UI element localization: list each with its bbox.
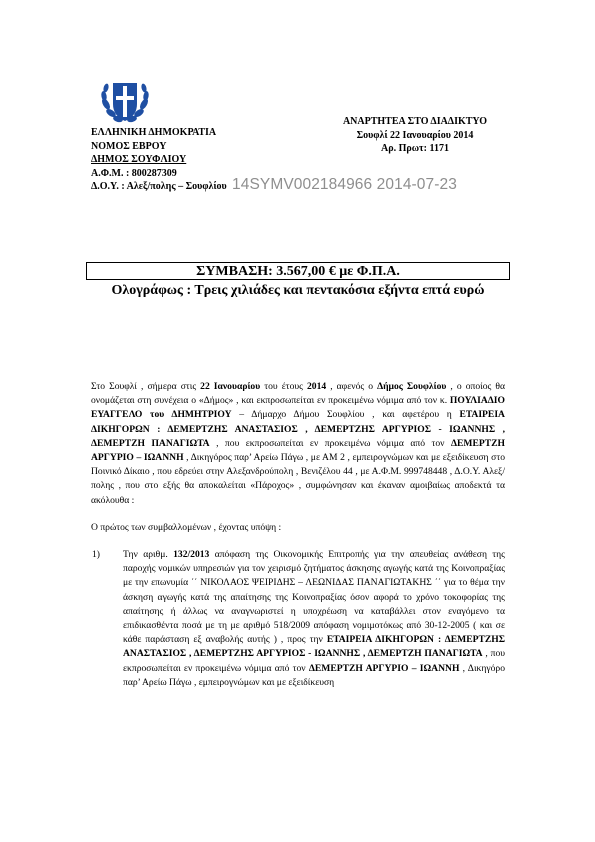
considerations-intro: Ο πρώτος των συμβαλλομένων , έχοντας υπόψη : xyxy=(91,521,282,533)
contract-body xyxy=(91,380,505,690)
parties-paragraph: Στο Σουφλί , σήμερα στις 22 Ιανουαρίου του έτους 2014 , αφενός ο Δήμος Σουφλίου , ο οποίος θα ονομάζεται στη συνέχεια ο «Δήμος» , και εκπροσωπείται εν προκειμένω νόμιμα από τον κ. ΠΟΥΛΙΑΔΙΟ ΕΥΑΓΓΕΛΟ του ΔΗΜΗΤΡΙΟΥ – Δήμαρχο Δήμου Σουφλίου , και αφετέρου η ΕΤΑΙΡΕΙΑ ΔΙΚΗΓΟΡΩΝ : ΔΕΜΕΡΤΖΗΣ ΑΝΑΣΤΑΣΙΟΣ , ΔΕΜΕΡΤΖΗΣ ΑΡΓΥΡΙΟΣ - ΙΩΑΝΝΗΣ , ΔΕΜΕΡΤΖΗ ΠΑΝΑΓΙΩΤΑ , που εκπροσωπείται εν προκειμένω νόμιμα από τον ΔΕΜΕΡΤΖΗ ΑΡΓΥΡΙΟ – ΙΩΑΝΝΗ , Δικηγόρος παρ’ Αρείω Πάγω , με ΑΜ 2 , εμπειρογνώμων και με εξειδίκευση στο Ποινικό Δίκαιο , που εδρεύει στην Αλεξανδρούπολη , Βενιζέλου 44 , με Α.Φ.Μ. 999748448 , Δ.Ο.Υ. Αλεξ/πολης , που στο εξής θα αποκαλείται «Πάροχος» , συμφώνησαν και έκαναν αμοιβαίως αποδεκτά τα ακόλουθα : xyxy=(91,381,505,506)
diavgeia-stamp: 14SYMV002184966 2014-07-23 xyxy=(232,176,457,193)
publication-block xyxy=(330,115,500,156)
amount-in-words: Ολογράφως : Τρεις χιλιάδες και πεντακόσια εξήντα επτά ευρώ xyxy=(111,283,485,298)
issuer-tax-id: Α.Φ.Μ. : 800287309 xyxy=(91,167,177,179)
publication-note: ΑΝΑΡΤΗΤΕΑ ΣΤΟ ΔΙΑΔΙΚΤΥΟ xyxy=(342,116,488,127)
document-date: Σουφλί 22 Ιανουαρίου 2014 xyxy=(356,129,474,141)
issuer-municipality: ΔΗΜΟΣ ΣΟΥΦΛΙΟΥ xyxy=(91,154,187,166)
list-item-number: 1) xyxy=(92,549,100,561)
list-item-text: Την αριθμ. 132/2013 απόφαση της Οικονομικής Επιτροπής για την απευθείας ανάθεση της παροχής νομικών υπηρεσιών για τον χειρισμό ζητήματος άσκησης αγωγής κατά της Κοινοπραξίας με την επωνυμία ΄΄ ΝΙΚΟΛΑΟΣ ΨΕΙΡΙΔΗΣ – ΛΕΩΝΙΔΑΣ ΠΑΝΑΓΙΩΤΑΚΗΣ ΄΄ για το θέμα την άσκηση αγωγής κατά της απαίτησης της Κοινοπραξίας όσον αφορά το χρόνο τοκοφορίας της απαίτησης ή άλλως να αναγνωριστεί η υποχρέωση να καταβάλλει στον εναγόμενο τα επιδικασθέντα ποσά με τη με αριθμό 518/2009 απόφαση νομιμοτόκως από 30-12-2005 ( και σε κάθε παράσταση εξ αναβολής αυτής ) , προς την ΕΤΑΙΡΕΙΑ ΔΙΚΗΓΟΡΩΝ : ΔΕΜΕΡΤΖΗΣ ΑΝΑΣΤΑΣΙΟΣ , ΔΕΜΕΡΤΖΗΣ ΑΡΓΥΡΙΟΣ - ΙΩΑΝΝΗΣ , ΔΕΜΕΡΤΖΗ ΠΑΝΑΓΙΩΤΑ , που εκπροσωπείται εν προκειμένω νόμιμα από τον ΔΕΜΕΡΤΖΗ ΑΡΓΥΡΙΟ – ΙΩΑΝΝΗ , Δικηγόρο παρ’ Αρείω Πάγω , εμπειρογνώμων και με εξειδίκευση xyxy=(123,549,505,688)
contract-title: ΣΥΜΒΑΣΗ: 3.567,00 € με Φ.Π.Α. xyxy=(86,262,510,280)
list-item xyxy=(91,548,505,690)
issuer-block xyxy=(91,126,227,194)
greek-coat-of-arms-icon xyxy=(99,76,151,128)
issuer-country: ΕΛΛΗΝΙΚΗ ΔΗΜΟΚΡΑΤΙΑ xyxy=(91,127,217,138)
issuer-prefecture: ΝΟΜΟΣ ΕΒΡΟΥ xyxy=(91,140,167,152)
issuer-tax-office: Δ.Ο.Υ. : Αλεξ/πολης – Σουφλίου xyxy=(91,181,227,193)
protocol-number: Αρ. Πρωτ: 1171 xyxy=(381,143,449,155)
